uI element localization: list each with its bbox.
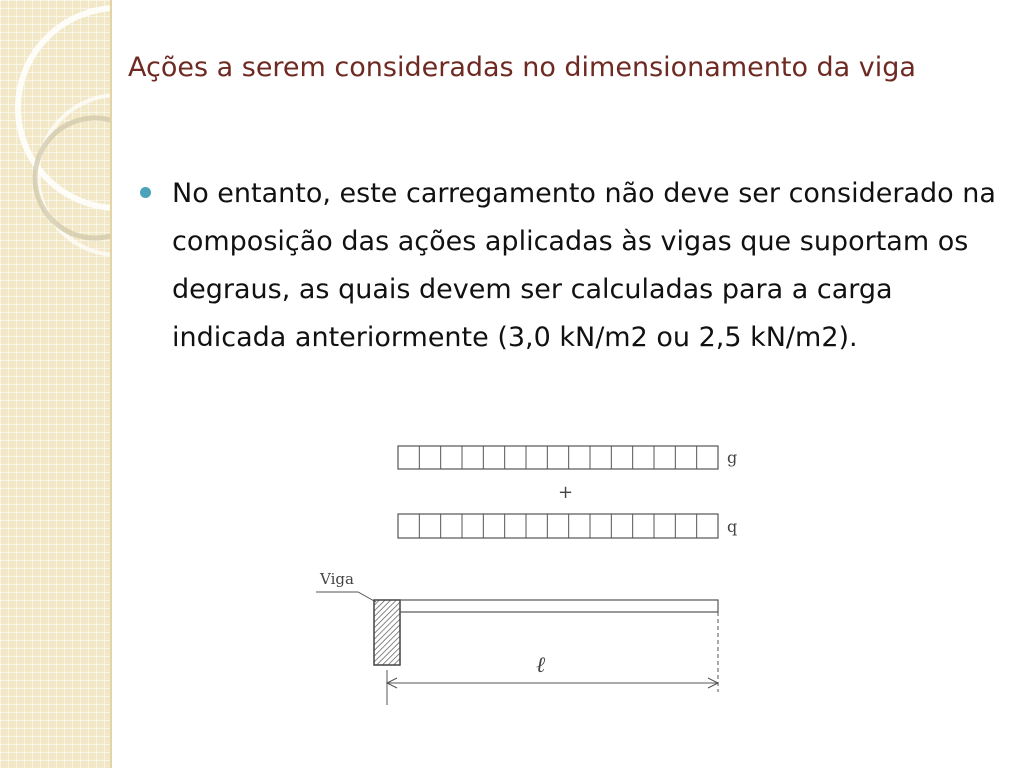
stair-slab <box>400 600 718 612</box>
bullet-dot-icon <box>140 187 151 198</box>
slide-title: Ações a serem consideradas no dimensionamento da viga <box>128 52 916 83</box>
bullet-text: No entanto, este carregamento não deve ser considerado na composição das ações aplicadas às vigas que suportam os degraus, as quais devem ser calculadas para a carga indicada anteriormente (3,0 kN/m2 ou 2,5 kN/m2). <box>172 178 996 353</box>
load-g-bar <box>398 446 718 469</box>
span-label: ℓ <box>536 653 546 678</box>
decorative-circles <box>0 0 112 768</box>
beam-support <box>374 600 400 665</box>
bullet-item <box>140 170 1000 362</box>
load-q-bar <box>398 514 718 538</box>
load-g-diagram <box>398 446 718 469</box>
decorative-side-strip <box>0 0 112 768</box>
beam-load-diagram <box>300 430 770 715</box>
load-g-label: g <box>727 448 738 467</box>
beam-label: Viga <box>320 570 354 588</box>
load-q-label: q <box>727 517 738 536</box>
bullet-list <box>140 170 1000 362</box>
load-q-diagram <box>398 514 718 538</box>
plus-sign: + <box>558 482 574 503</box>
beam-leader-line <box>316 592 376 602</box>
